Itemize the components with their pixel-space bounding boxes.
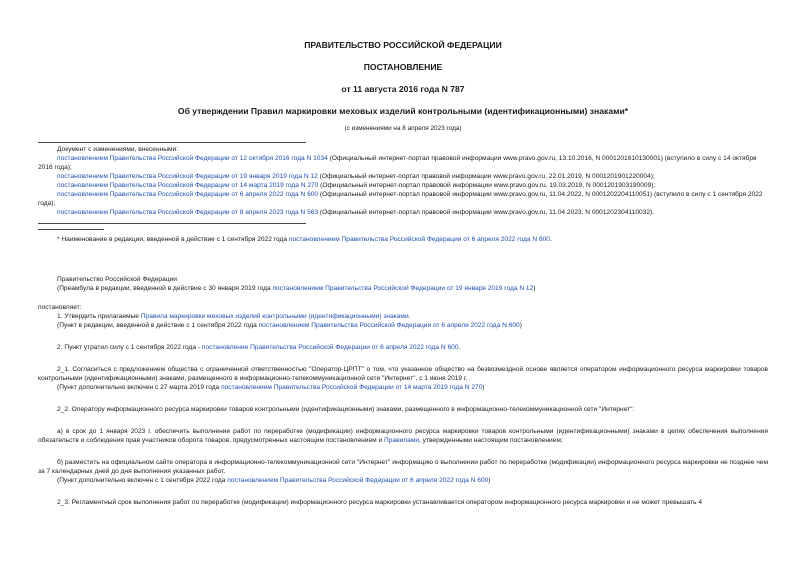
preamble-text: (Преамбула в редакции, введенной в действие с 30 января 2019 года: [57, 285, 273, 292]
footnote-text: * Наименование в редакции, введенной в действие с 1 сентября 2022 года: [57, 236, 289, 243]
amendment-details: (Официальный интернет-портал правовой информации www.pravo.gov.ru, 11.04.2022, N 0001202204110051) (вступило в силу с 1 сентября 2022 года);: [38, 191, 763, 207]
paragraph-2-1-note: [38, 383, 768, 392]
amendment-link[interactable]: постановлением Правительства Российской Федерации от 19 января 2019 года N 12: [57, 173, 318, 180]
p2-2b-note-end: ): [488, 477, 491, 484]
p2-1-note-end: ): [482, 384, 485, 391]
paragraph-1-note: [38, 321, 768, 330]
p1-text: 1. Утвердить прилагаемые: [57, 313, 141, 320]
amendment-link[interactable]: постановлением Правительства Российской Федерации от 6 апреля 2022 года N 600: [57, 191, 319, 198]
footnote-end: .: [549, 236, 552, 243]
amendment-details: (Официальный интернет-портал правовой информации www.pravo.gov.ru, 19.03.2019, N 0001201903190009);: [318, 182, 656, 189]
paragraph-2-2-a: [38, 427, 768, 445]
document-title: Об утверждении Правил маркировки меховых изделий контрольными (идентификационными) знаками*: [177, 106, 629, 116]
p1-end: .: [408, 313, 411, 320]
amendment-item: [38, 208, 768, 217]
p1-note-text: (Пункт в редакции, введенной в действие с 1 сентября 2022 года: [57, 322, 259, 329]
divider: [38, 142, 306, 143]
paragraph-2-1: 2_1. Согласиться с предложением общества с ограниченной ответственностью "Оператор-ЦРПТ" о том, что указанное общество на безвозмездной основе является оператором информационного ресурса маркировки товаров контрольными (идентификационными) знаками, размещенного в информационно-телекоммуникационной сети "Интернет", с 1 июня 2019 г.: [38, 366, 768, 382]
p2-2b-note-text: (Пункт дополнительно включен с 1 сентября 2022 года: [57, 477, 228, 484]
p2-2b-note-link[interactable]: постановлением Правительства Российской Федерации от 6 апреля 2022 года N 600: [227, 477, 489, 484]
footnote-link[interactable]: постановлением Правительства Российской Федерации от 6 апреля 2022 года N 600: [288, 236, 550, 243]
amendment-item: [38, 190, 768, 208]
amendments-intro: Документ с изменениями, внесенными:: [57, 146, 179, 153]
p2-1-note-link[interactable]: постановлением Правительства Российской Федерации от 14 марта 2019 года N 270: [221, 384, 483, 391]
document-type: ПОСТАНОВЛЕНИЕ: [363, 62, 443, 72]
p2-2a-text: а) в срок до 1 января 2023 г. обеспечить выполнение работ по переработке (модификации) информационного ресурса маркировки товаров контрольными (идентификационными) знаками в целях обеспечения выполнения обязательств и соблюдения прав участников оборота товаров, предусмотренных настоящим постановлением и: [38, 428, 768, 444]
paragraph-2-3: 2_3. Регламентный срок выполнения работ по переработке (модификации) информационного ресурса маркировки устанавливается оператором информационного ресурса маркировки и не может превышать 4: [57, 499, 703, 506]
amendment-link[interactable]: постановлением Правительства Российской Федерации от 8 апреля 2023 года N 563: [57, 209, 319, 216]
amendment-details: (Официальный интернет-портал правовой информации www.pravo.gov.ru, 13.10.2016, N 0001201610130001) (вступило в силу с 14 октября 2016 года);: [38, 155, 757, 171]
p2-text: 2. Пункт утратил силу с 1 сентября 2022 года -: [57, 344, 202, 351]
footnote-divider: [38, 229, 104, 230]
paragraph-2: [38, 343, 768, 352]
paragraph-2-2-b-note: [38, 476, 768, 485]
preamble-note: [38, 284, 768, 293]
amendment-details: (Официальный интернет-портал правовой информации www.pravo.gov.ru, 22.01.2019, N 0001201901220004);: [317, 173, 655, 180]
changes-note: (с изменениями на 8 апреля 2023 года): [344, 125, 462, 132]
preamble-end: ): [533, 285, 536, 292]
amendment-item: [38, 154, 768, 172]
paragraph-1: [38, 312, 768, 321]
amendments-block: [38, 145, 768, 217]
p2-1-note-text: (Пункт дополнительно включен с 27 марта 2019 года: [57, 384, 222, 391]
rules-link-inline[interactable]: Правилами: [384, 437, 420, 444]
p1-note-link[interactable]: постановлением Правительства Российской Федерации от 6 апреля 2022 года N 600: [258, 322, 520, 329]
paragraph-2-2: 2_2. Оператору информационного ресурса маркировки товаров контрольными (идентификационными) знаками, размещенного в информационно-телекоммуникационной сети "Интернет":: [57, 406, 635, 413]
amendment-item: [38, 181, 768, 190]
amendment-details: (Официальный интернет-портал правовой информации www.pravo.gov.ru, 11.04.2023, N 0001202304110032).: [318, 209, 655, 216]
resolves-word: постановляет:: [38, 304, 82, 311]
paragraph-2-2-b: б) разместить на официальном сайте оператора в информационно-телекоммуникационной сети "Интернет" информацию о выполнении работ по переработке (модификации) информационного ресурса маркировки не позднее чем за 7 календарных дней до дня выполнения указанных работ.: [38, 459, 768, 475]
rules-link[interactable]: Правила маркировки меховых изделий контрольными (идентификационными) знаками: [140, 313, 409, 320]
amendment-link[interactable]: постановлением Правительства Российской Федерации от 12 октября 2016 года N 1034: [57, 155, 328, 162]
footnote: [38, 235, 768, 244]
document-date-number: от 11 августа 2016 года N 787: [341, 84, 465, 94]
p2-link[interactable]: постановление Правительства Российской Федерации от 6 апреля 2022 года N 600: [201, 344, 459, 351]
p1-note-end: ): [519, 322, 522, 329]
document-page: [38, 40, 768, 507]
p2-end: .: [458, 344, 461, 351]
preamble-link[interactable]: постановлением Правительства Российской Федерации от 19 января 2019 года N 12: [272, 285, 534, 292]
government-line: Правительство Российской Федерации: [57, 276, 177, 283]
government-heading: ПРАВИТЕЛЬСТВО РОССИЙСКОЙ ФЕДЕРАЦИИ: [304, 40, 502, 50]
divider: [38, 223, 306, 224]
amendment-link[interactable]: постановлением Правительства Российской Федерации от 14 марта 2019 года N 270: [57, 182, 319, 189]
amendment-item: [38, 172, 768, 181]
p2-2a-end: , утвержденными настоящим постановлением;: [419, 437, 563, 444]
